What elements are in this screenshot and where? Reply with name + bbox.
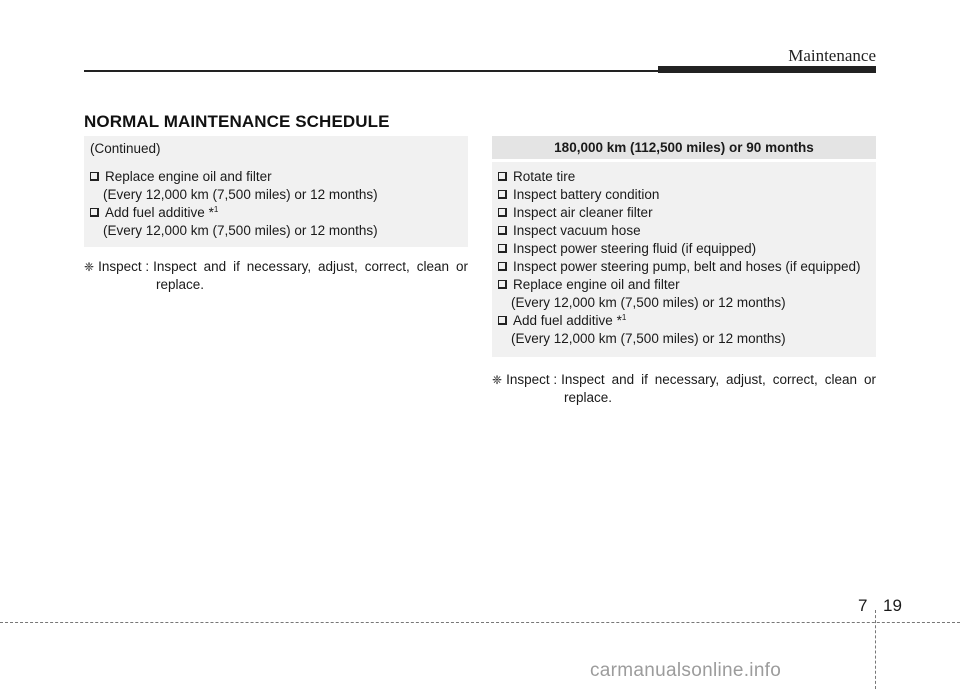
watermark: carmanualsonline.info [590,660,782,681]
continued-label: (Continued) [90,141,161,156]
footer-rule [0,622,960,623]
note-text-continued: replace. [564,390,613,405]
note-text: Inspect and if necessary, adjust, correct, clean or [561,372,876,387]
right-checklist [492,162,876,348]
checklist-item [498,204,876,222]
item-text: Inspect power steering pump, belt and hoses (if equipped) [513,259,861,274]
checklist-item [90,204,468,240]
chapter-number: 7 [858,596,868,615]
item-text: Add fuel additive * [513,313,622,328]
checkbox-icon [498,190,507,199]
section-heading: NORMAL MAINTENANCE SCHEDULE [84,112,390,131]
checkbox-icon [498,208,507,217]
note-label: Inspect : [98,259,150,274]
checklist-item [498,276,876,312]
checkbox-icon [90,172,99,181]
checklist-item [498,258,876,276]
item-text: Inspect battery condition [513,187,660,202]
item-footnote: 1 [213,205,219,214]
header-rule [84,70,660,72]
page-number: 19 [883,596,902,615]
item-text: Inspect air cleaner filter [513,205,653,220]
item-interval: (Every 12,000 km (7,500 miles) or 12 months) [103,187,378,202]
checklist-item [498,312,876,348]
interval-header: 180,000 km (112,500 miles) or 90 months [492,136,876,159]
checklist-item [90,168,468,204]
checklist-item [498,240,876,258]
item-footnote: 1 [621,313,627,322]
note-symbol-icon: ❈ [84,260,95,274]
continued-schedule-box [84,136,468,247]
footer-divider [875,610,876,689]
note-label: Inspect : [506,372,558,387]
item-text: Rotate tire [513,169,576,184]
note-symbol-icon: ❈ [492,373,503,387]
note-text: Inspect and if necessary, adjust, correct, clean or [153,259,468,274]
inspect-note [492,371,876,407]
checklist-item [498,186,876,204]
checkbox-icon [498,262,507,271]
item-text: Inspect power steering fluid (if equipped) [513,241,757,256]
checkbox-icon [498,244,507,253]
checkbox-icon [90,208,99,217]
item-text: Replace engine oil and filter [513,277,680,292]
inspect-note [84,258,468,294]
checkbox-icon [498,316,507,325]
item-text: Replace engine oil and filter [105,169,272,184]
item-interval: (Every 12,000 km (7,500 miles) or 12 months) [511,295,786,310]
item-interval: (Every 12,000 km (7,500 miles) or 12 months) [103,223,378,238]
item-text: Inspect vacuum hose [513,223,641,238]
interval-schedule-box [492,162,876,357]
checklist-item [498,168,876,186]
checklist-item [498,222,876,240]
header-rule-accent [658,66,876,73]
left-checklist [84,168,468,240]
checkbox-icon [498,172,507,181]
item-interval: (Every 12,000 km (7,500 miles) or 12 months) [511,331,786,346]
item-text: Add fuel additive * [105,205,214,220]
checkbox-icon [498,226,507,235]
checkbox-icon [498,280,507,289]
chapter-title: Maintenance [788,46,876,65]
note-text-continued: replace. [156,277,205,292]
